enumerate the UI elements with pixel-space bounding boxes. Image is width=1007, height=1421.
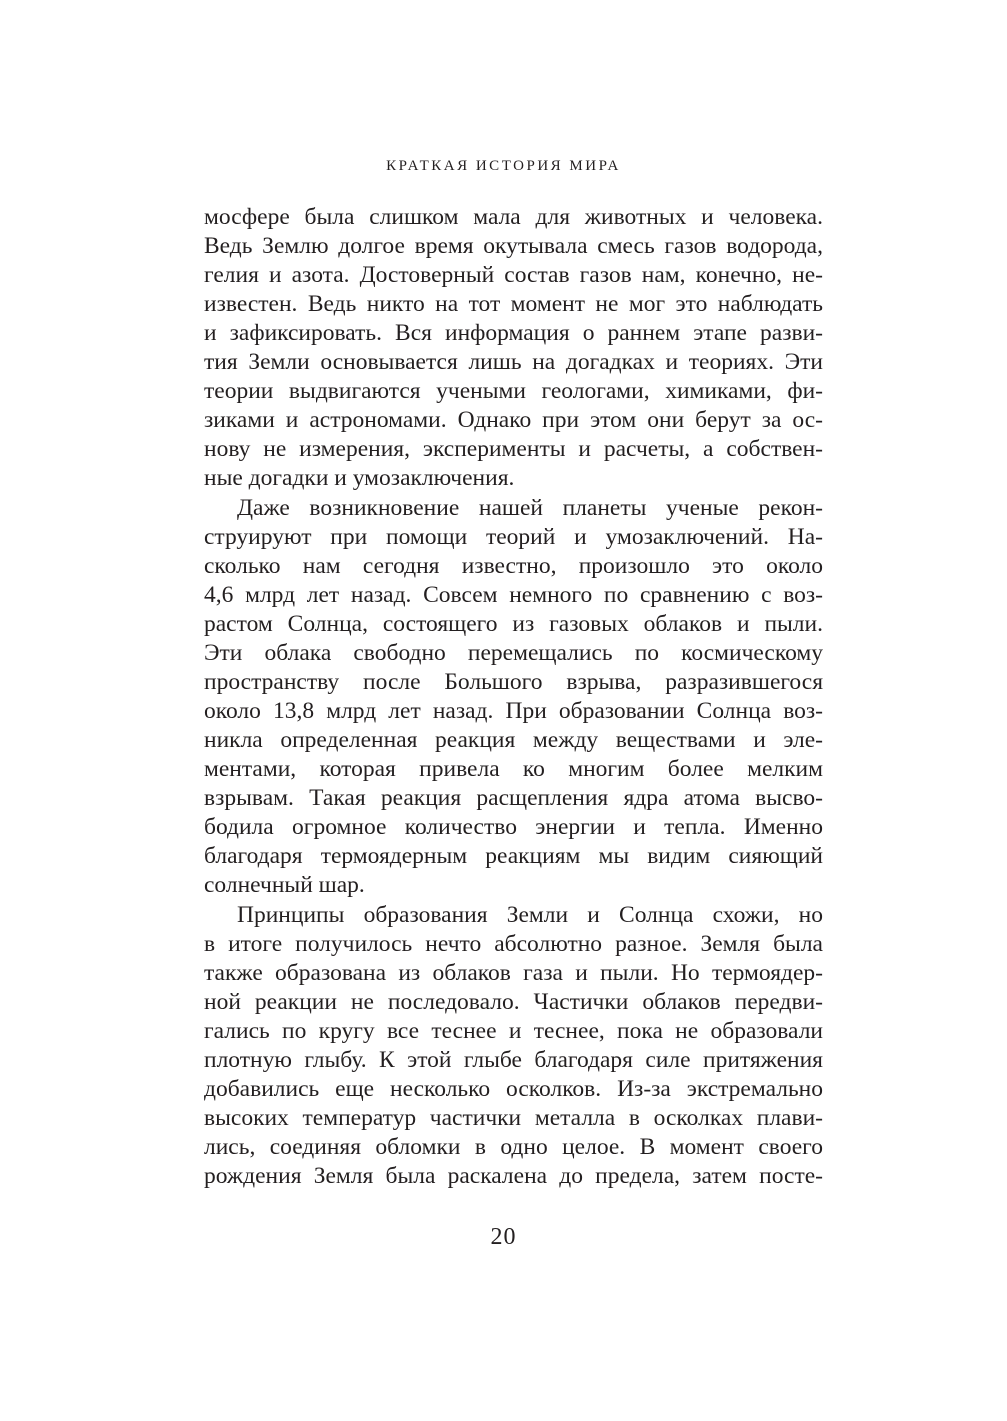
text-line: Принципы образования Земли и Солнца схожи, но — [237, 902, 823, 928]
text-line: гались по кругу все теснее и теснее, пока не образовали — [204, 1018, 823, 1044]
text-line: растом Солнца, состоящего из газовых облаков и пыли. — [204, 611, 823, 637]
text-line: добавились еще несколько осколков. Из-за экстремально — [204, 1076, 823, 1102]
text-line: струируют при помощи теорий и умозаключений. На- — [204, 524, 823, 550]
text-line: гелия и азота. Достоверный состав газов нам, конечно, не- — [204, 262, 823, 288]
text-line: бодила огромное количество энергии и тепла. Именно — [204, 814, 823, 840]
text-line: лись, соединяя обломки в одно целое. В момент своего — [204, 1134, 823, 1160]
text-line: известен. Ведь никто на тот момент не мог это наблюдать — [204, 291, 823, 317]
text-line: Эти облака свободно перемещались по космическому — [204, 640, 823, 666]
text-line: рождения Земля была раскалена до предела, затем посте- — [204, 1163, 823, 1189]
text-line: Ведь Землю долгое время окутывала смесь газов водорода, — [204, 233, 823, 259]
text-line: ные догадки и умозаключения. — [204, 465, 515, 491]
text-line: сколько нам сегодня известно, произошло это около — [204, 553, 823, 579]
text-line: ментами, которая привела ко многим более мелким — [204, 756, 823, 782]
text-line: солнечный шар. — [204, 872, 365, 898]
text-line: 4,6 млрд лет назад. Совсем немного по сравнению с воз- — [204, 582, 823, 608]
text-line: и зафиксировать. Вся информация о раннем этапе разви- — [204, 320, 823, 346]
text-line: также образована из облаков газа и пыли. Но термоядер- — [204, 960, 823, 986]
text-line: теории выдвигаются учеными геологами, химиками, фи- — [204, 378, 823, 404]
text-line: мосфере была слишком мала для животных и человека. — [204, 204, 823, 230]
text-line: тия Земли основывается лишь на догадках и теориях. Эти — [204, 349, 823, 375]
text-line: пространству после Большого взрыва, разразившегося — [204, 669, 823, 695]
text-line: ной реакции не последовало. Частички облаков передви- — [204, 989, 823, 1015]
text-line: зиками и астрономами. Однако при этом они берут за ос- — [204, 407, 823, 433]
text-line: нову не измерения, эксперименты и расчеты, а собствен- — [204, 436, 823, 462]
text-line: никла определенная реакция между веществами и эле- — [204, 727, 823, 753]
text-line: в итоге получилось нечто абсолютно разное. Земля была — [204, 931, 823, 957]
text-line: высоких температур частички металла в осколках плави- — [204, 1105, 823, 1131]
page-number: 20 — [490, 1224, 517, 1250]
running-head: КРАТКАЯ ИСТОРИЯ МИРА — [386, 158, 621, 174]
text-line: взрывам. Такая реакция расщепления ядра атома высво- — [204, 785, 823, 811]
text-line: плотную глыбу. К этой глыбе благодаря силе притяжения — [204, 1047, 823, 1073]
text-line: около 13,8 млрд лет назад. При образовании Солнца воз- — [204, 698, 823, 724]
text-line: благодаря термоядерным реакциям мы видим сияющий — [204, 843, 823, 869]
text-line: Даже возникновение нашей планеты ученые рекон- — [237, 495, 823, 521]
